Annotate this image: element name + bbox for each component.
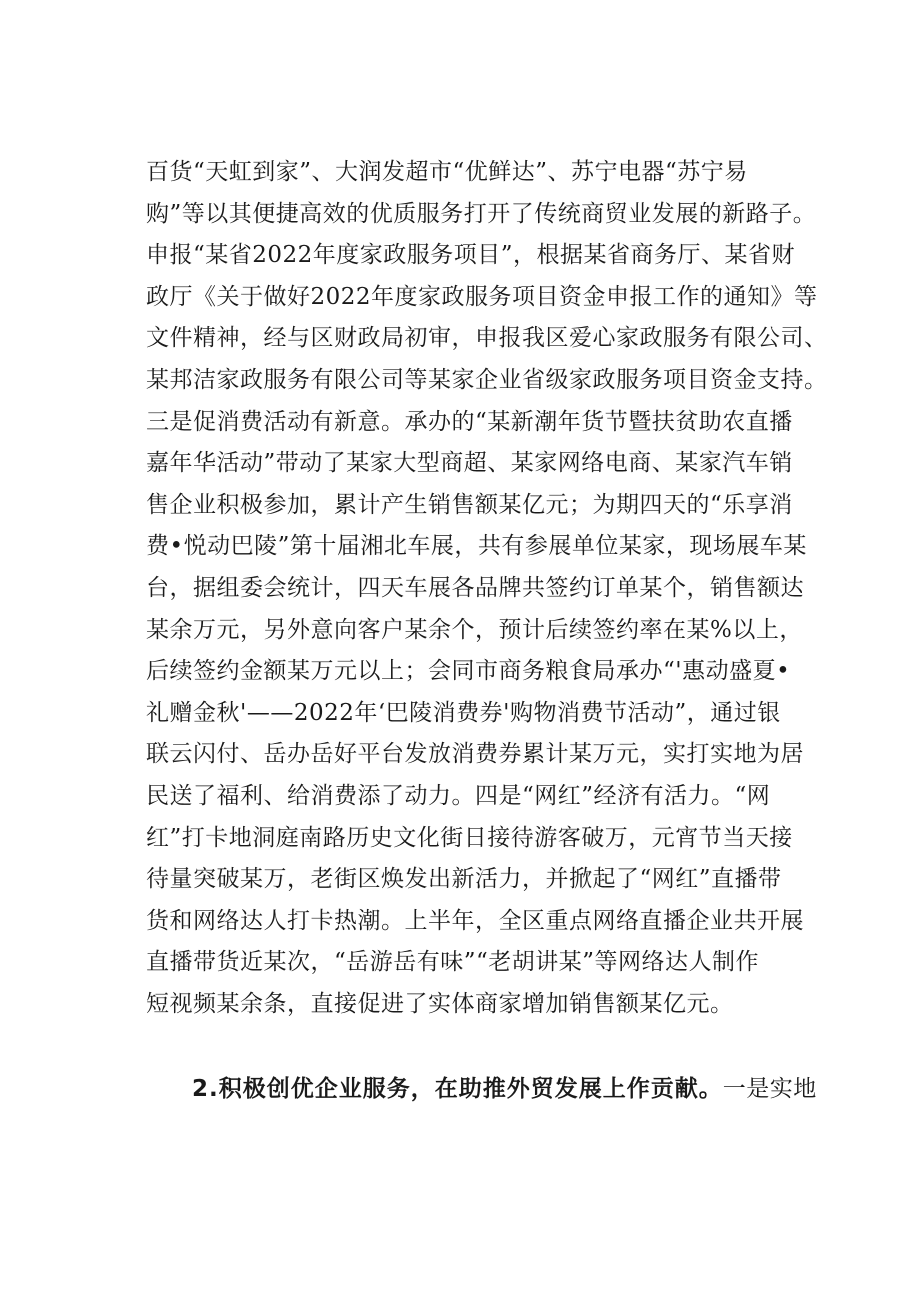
text-line: 三是促消费活动有新意。承办的“某新潮年货节暨扶贫助农直播 (146, 408, 793, 435)
text-line: 联云闪付、岳办岳好平台发放消费券累计某万元，实打实地为居 (146, 741, 804, 768)
section-text: 一是实地 (722, 1076, 817, 1102)
text-line: 礼赠金秋'——2022年‘巴陵消费券'购物消费节活动”，通过银 (146, 699, 781, 726)
text-line: 政厅《关于做好2022年度家政服务项目资金申报工作的通知》等 (146, 283, 818, 310)
section-paragraph (146, 1067, 817, 1111)
text-line: 百货“天虹到家”、大润发超市“优鲜达”、苏宁电器“苏宁易 (146, 159, 748, 185)
text-line: 红”打卡地洞庭南路历史文化街日接待游客破万，元宵节当天接 (146, 824, 793, 851)
text-line: 民送了福利、给消费添了动力。四是“网红”经济有活力。“网 (146, 782, 771, 809)
text-line: 短视频某余条，直接促进了实体商家增加销售额某亿元。 (146, 990, 734, 1017)
text-line: 待量突破某万，老街区焕发出新活力，并掀起了“网红”直播带 (146, 866, 782, 893)
text-line: 某余万元，另外意向客户某余个，预计后续签约率在某%以上， (146, 616, 803, 643)
text-line: 费•悦动巴陵”第十届湘北车展，共有参展单位某家，现场展车某 (146, 533, 807, 560)
text-line: 直播带货近某次，“岳游岳有味”“老胡讲某”等网络达人制作 (146, 949, 760, 976)
text-line: 售企业积极参加，累计产生销售额某亿元；为期四天的“乐享消 (146, 491, 793, 518)
body-paragraph (146, 152, 828, 1025)
text-line: 货和网络达人打卡热潮。上半年，全区重点网络直播企业共开展 (146, 907, 804, 934)
text-line: 某邦洁家政服务有限公司等某家企业省级家政服务项目资金支持。 (146, 366, 828, 393)
section-heading: 2.积极创优企业服务，在助推外贸发展上作贡献。 (192, 1076, 723, 1102)
text-line: 申报“某省2022年度家政服务项目”，根据某省商务厅、某省财 (146, 242, 796, 269)
text-line: 文件精神，经与区财政局初审，申报我区爱心家政服务有限公司、 (146, 325, 828, 352)
text-line: 嘉年华活动”带动了某家大型商超、某家网络电商、某家汽车销 (146, 450, 793, 477)
text-line: 台，据组委会统计，四天车展各品牌共签约订单某个，销售额达 (146, 574, 804, 601)
text-line: 购”等以其便捷高效的优质服务打开了传统商贸业发展的新路子。 (146, 200, 817, 227)
text-line: 后续签约金额某万元以上；会同市商务粮食局承办“'惠动盛夏• (146, 658, 791, 685)
